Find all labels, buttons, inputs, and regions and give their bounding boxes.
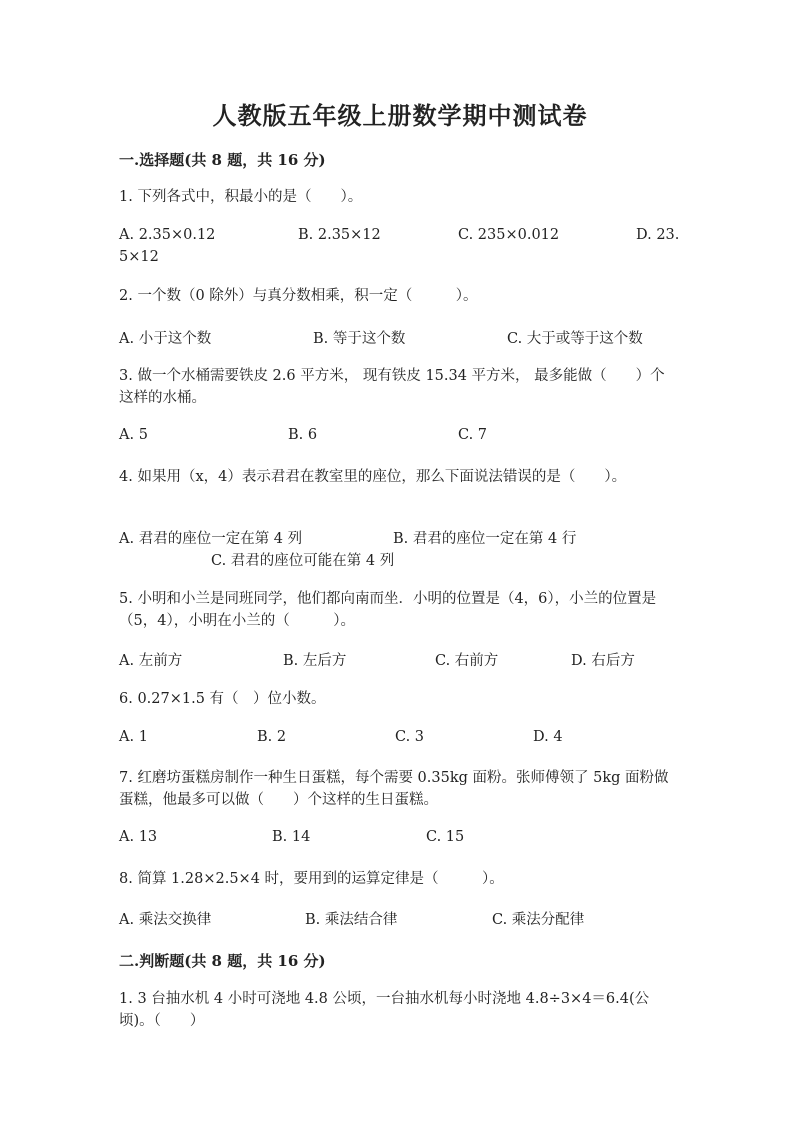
question-5-options — [119, 649, 699, 693]
option-a: A. 1 — [119, 729, 148, 745]
option-c: C. 大于或等于这个数 — [507, 331, 643, 347]
option-d: D. 4 — [533, 729, 563, 745]
option-a: A. 君君的座位一定在第 4 列 — [119, 531, 303, 547]
option-b: B. 6 — [288, 427, 318, 443]
option-d-continued: 5×12 — [119, 249, 159, 265]
option-a: A. 5 — [119, 427, 148, 443]
option-c: C. 235×0.012 — [458, 227, 560, 243]
option-b: B. 14 — [272, 829, 311, 845]
option-c: C. 右前方 — [435, 653, 499, 669]
question-7-options — [119, 829, 699, 873]
option-a: A. 小于这个数 — [119, 331, 212, 347]
question-4-options — [119, 527, 699, 571]
question-5: 5. 小明和小兰是同班同学，他们都向南而坐．小明的位置是（4，6），小兰的位置是（5，4），小明在小兰的（ ）。 — [119, 591, 657, 629]
option-c: C. 乘法分配律 — [492, 912, 585, 928]
option-a: A. 乘法交换律 — [119, 912, 212, 928]
option-a: A. 2.35×0.12 — [119, 227, 216, 243]
question-1-options — [119, 227, 699, 271]
option-b: B. 左后方 — [283, 653, 347, 669]
option-d: D. 23. — [636, 227, 680, 243]
question-6: 6. 0.27×1.5 有（ ）位小数。 — [119, 691, 326, 707]
option-b: B. 2.35×12 — [298, 227, 381, 243]
question-3-options — [119, 427, 699, 471]
option-c: C. 7 — [458, 427, 488, 443]
page-title: 人教版五年级上册数学期中测试卷 — [212, 101, 588, 130]
section-heading-choice: 一.选择题(共 8 题，共 16 分) — [119, 151, 326, 169]
option-b: B. 君君的座位一定在第 4 行 — [393, 531, 577, 547]
judgement-question-1: 1. 3 台抽水机 4 小时可浇地 4.8 公顷，一台抽水机每小时浇地 4.8÷3×4＝6.4(公顷)。（ ） — [119, 991, 650, 1029]
option-d: D. 右后方 — [571, 653, 635, 669]
option-c: C. 15 — [426, 829, 465, 845]
question-3: 3. 做一个水桶需要铁皮 2.6 平方米， 现有铁皮 15.34 平方米， 最多能做（ ）个这样的水桶。 — [119, 368, 665, 406]
option-c: C. 3 — [395, 729, 425, 745]
option-a: A. 13 — [119, 829, 158, 845]
option-b: B. 等于这个数 — [313, 331, 406, 347]
question-8: 8. 简算 1.28×2.5×4 时，要用到的运算定律是（ ）。 — [119, 871, 504, 887]
question-7: 7. 红磨坊蛋糕房制作一种生日蛋糕，每个需要 0.35kg 面粉。张师傅领了 5kg 面粉做蛋糕，他最多可以做（ ）个这样的生日蛋糕。 — [119, 770, 669, 808]
option-b: B. 乘法结合律 — [305, 912, 398, 928]
option-c: C. 君君的座位可能在第 4 列 — [211, 553, 395, 569]
option-a: A. 左前方 — [119, 653, 183, 669]
question-1: 1. 下列各式中，积最小的是（ ）。 — [119, 189, 363, 205]
question-4: 4. 如果用（x，4）表示君君在教室里的座位，那么下面说法错误的是（ ）。 — [119, 469, 627, 485]
question-2: 2. 一个数（0 除外）与真分数相乘，积一定（ ）。 — [119, 288, 478, 304]
question-8-options — [119, 908, 699, 952]
option-b: B. 2 — [257, 729, 287, 745]
section-heading-judgement: 二.判断题(共 8 题，共 16 分) — [119, 952, 326, 970]
